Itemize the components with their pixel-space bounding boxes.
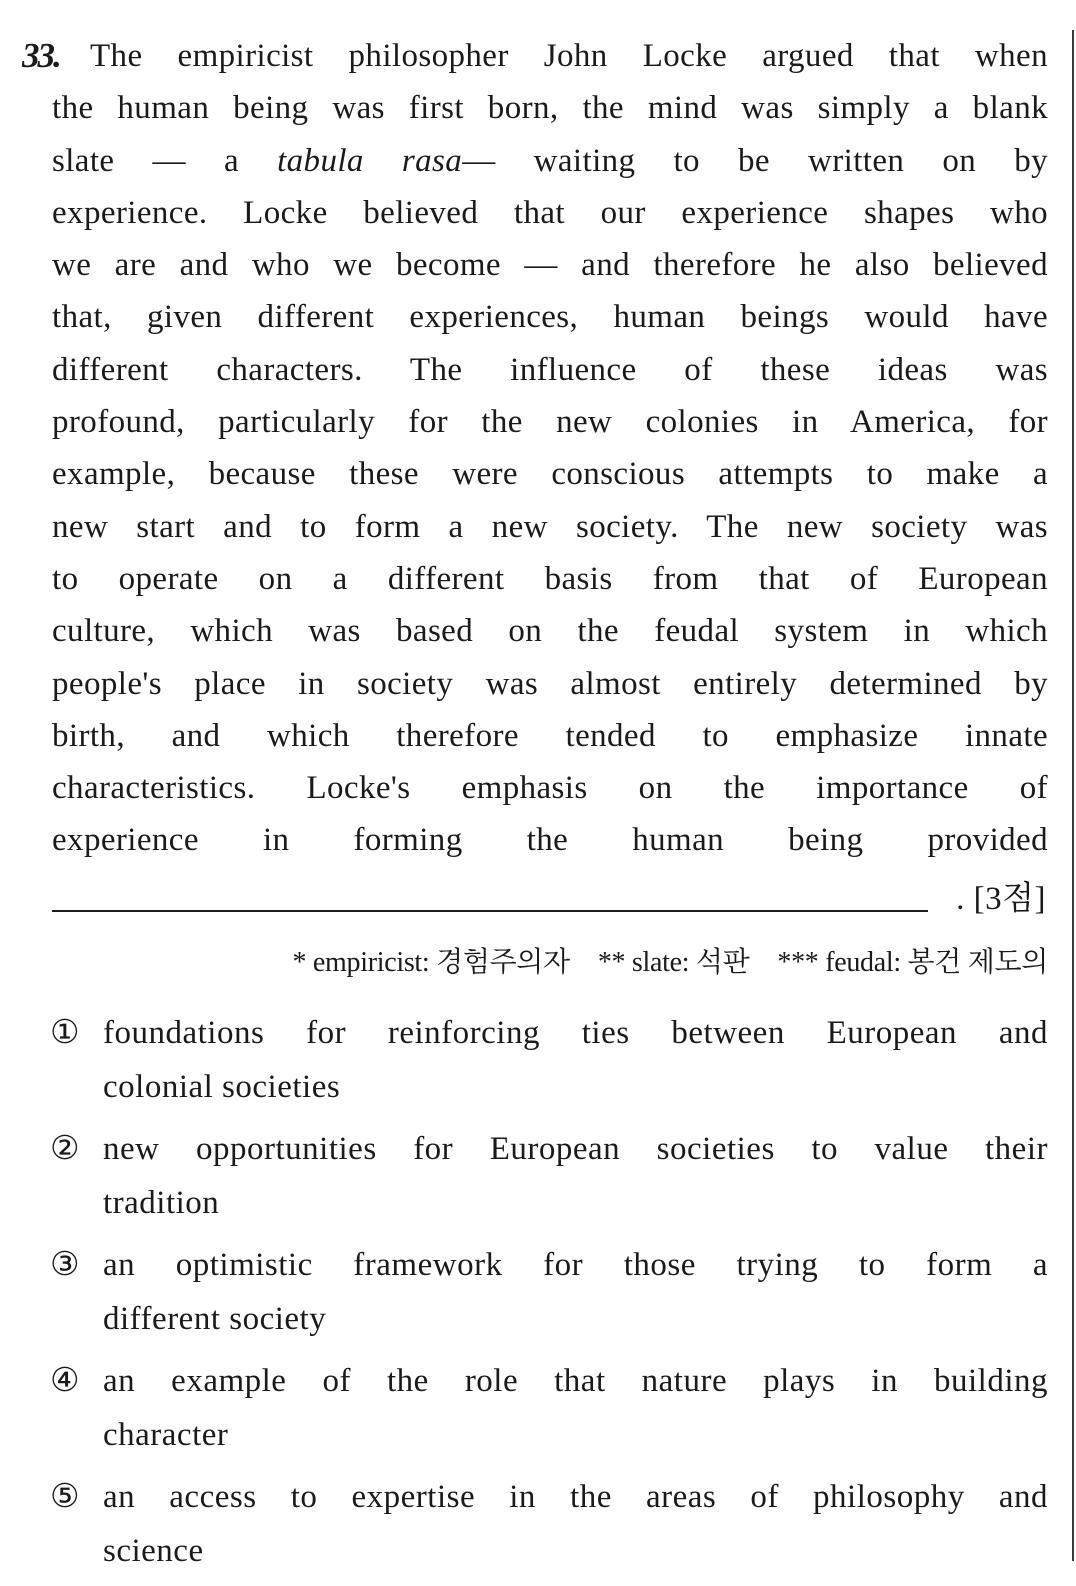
passage-line: culture, which was based on the feudal system in which xyxy=(52,613,1048,650)
passage-line: people's place in society was almost entirely determined by xyxy=(52,665,1048,702)
footnote-slate: ** slate: 석판 xyxy=(597,947,750,978)
passage-line-tabula-rasa xyxy=(52,135,1048,187)
passage-line: birth, and which therefore tended to emphasize innate xyxy=(52,717,1048,754)
passage-line: profound, particularly for the new colonies in America, for xyxy=(52,404,1048,441)
option-5[interactable] xyxy=(52,1470,1048,1578)
option-3[interactable] xyxy=(52,1238,1048,1346)
italic-term-tabula: tabula xyxy=(277,142,364,179)
right-column-rule xyxy=(1072,30,1074,1561)
option-text: science xyxy=(103,1533,204,1569)
option-text: colonial societies xyxy=(103,1069,341,1105)
option-text: new opportunities for European societies to value their xyxy=(103,1131,1048,1167)
passage-line: that, given different experiences, human beings would have xyxy=(52,299,1048,336)
option-marker: ② xyxy=(50,1131,80,1167)
question-passage xyxy=(22,30,1048,867)
option-text: tradition xyxy=(103,1185,220,1221)
option-text: an optimistic framework for those trying to form a xyxy=(103,1247,1048,1283)
option-marker: ④ xyxy=(50,1363,80,1399)
answer-blank-line xyxy=(52,910,928,912)
passage-line: example, because these were conscious attempts to make a xyxy=(52,456,1048,493)
option-marker: ① xyxy=(50,1015,80,1051)
option-text: different society xyxy=(103,1301,327,1337)
option-text: an access to expertise in the areas of philosophy and xyxy=(103,1479,1048,1515)
footnote-feudal: *** feudal: 봉건 제도의 xyxy=(777,947,1048,978)
passage-line: The empiricist philosopher John Locke argued that when xyxy=(90,38,1048,74)
option-text: character xyxy=(103,1417,229,1453)
passage-line: different characters. The influence of these ideas was xyxy=(52,351,1048,388)
option-text: an example of the role that nature plays in building xyxy=(103,1363,1048,1399)
passage-line: to operate on a different basis from that of European xyxy=(52,560,1048,597)
footnotes xyxy=(293,940,1048,980)
option-2[interactable] xyxy=(52,1122,1048,1230)
answer-options xyxy=(52,1006,1048,1586)
option-marker: ⑤ xyxy=(50,1479,80,1515)
points-label: . [3점] xyxy=(956,881,1046,917)
passage-line: experience. Locke believed that our experience shapes who xyxy=(52,194,1048,231)
option-text: foundations for reinforcing ties between European and xyxy=(103,1015,1048,1051)
passage-text: — waiting to be written on by xyxy=(462,142,1048,179)
option-marker: ③ xyxy=(50,1247,80,1283)
italic-term-rasa: rasa xyxy=(401,142,463,179)
question-number: 33. xyxy=(22,36,60,75)
passage-text: slate — a xyxy=(52,142,240,179)
passage-line: new start and to form a new society. The new society was xyxy=(52,508,1048,545)
option-4[interactable] xyxy=(52,1354,1048,1462)
passage-line: experience in forming the human being provided xyxy=(52,822,1048,859)
footnote-empiricist: * empiricist: 경험주의자 xyxy=(292,947,570,978)
passage-line: characteristics. Locke's emphasis on the importance of xyxy=(52,770,1048,807)
passage-line: we are and who we become — and therefore he also believed xyxy=(52,247,1048,284)
option-1[interactable] xyxy=(52,1006,1048,1114)
answer-blank-row xyxy=(52,866,1048,918)
passage-line: the human being was first born, the mind was simply a blank xyxy=(52,90,1048,127)
